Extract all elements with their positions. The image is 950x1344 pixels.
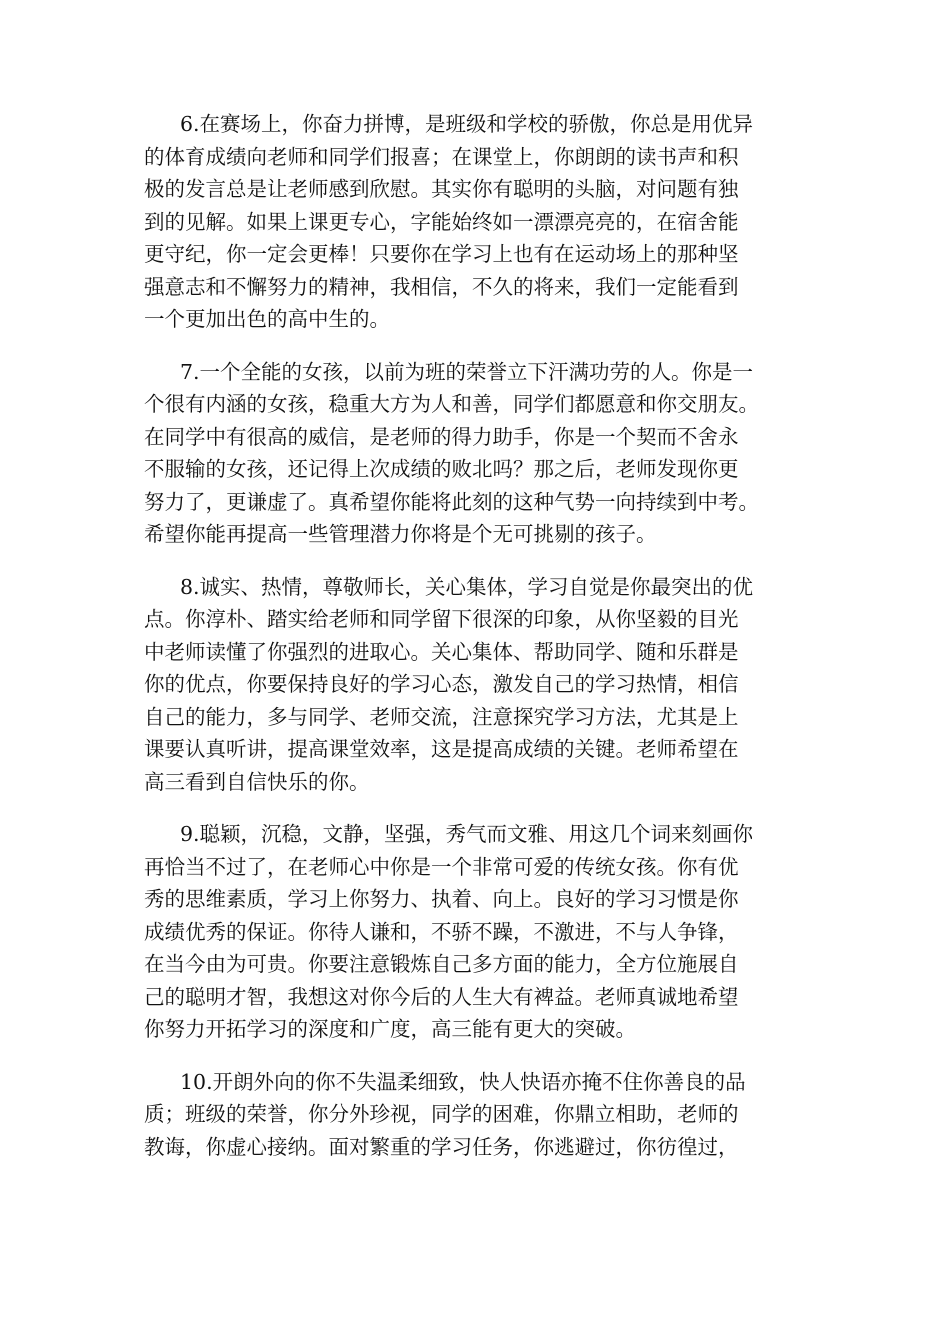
text-line: 一个更加出色的高中生的。 — [144, 307, 390, 331]
text-line: 的体育成绩向老师和同学们报喜；在课堂上，你朗朗的读书声和积 — [144, 144, 739, 169]
text-line: 更守纪，你一定会更棒！只要你在学习上也有在运动场上的那种坚 — [144, 242, 739, 266]
text-line: 课要认真听讲，提高课堂效率，这是提高成绩的关键。老师希望在 — [144, 737, 739, 761]
comment-paragraph-9 — [144, 818, 824, 1046]
comment-paragraph-10 — [144, 1066, 824, 1164]
comment-paragraph-6 — [144, 108, 824, 336]
text-line: 努力了，更谦虚了。真希望你能将此刻的这种气势一向持续到中考。 — [144, 489, 759, 514]
text-line: 在当今由为可贵。你要注意锻炼自己多方面的能力，全方位施展自 — [144, 952, 739, 976]
text-line: 7.一个全能的女孩，以前为班的荣誉立下汗满功劳的人。你是一 — [180, 359, 754, 384]
text-line: 在同学中有很高的威信，是老师的得力助手，你是一个契而不舍永 — [144, 424, 739, 449]
text-line: 你努力开拓学习的深度和广度，高三能有更大的突破。 — [144, 1017, 636, 1041]
text-line: 10.开朗外向的你不失温柔细致，快人快语亦掩不住你善良的品 — [180, 1069, 746, 1094]
text-line: 中老师读懂了你强烈的进取心。关心集体、帮助同学、随和乐群是 — [144, 639, 739, 664]
text-line: 再恰当不过了，在老师心中你是一个非常可爱的传统女孩。你有优 — [144, 854, 739, 879]
text-line: 个很有内涵的女孩，稳重大方为人和善，同学们都愿意和你交朋友。 — [144, 392, 759, 416]
text-line: 秀的思维素质，学习上你努力、执着、向上。良好的学习习惯是你 — [144, 887, 739, 911]
comment-paragraph-8 — [144, 571, 824, 799]
text-line: 9.聪颖，沉稳，文静，坚强，秀气而文雅、用这几个词来刻画你 — [180, 822, 754, 846]
text-line: 不服输的女孩，还记得上次成绩的败北吗？那之后，老师发现你更 — [144, 457, 739, 481]
text-line: 点。你淳朴、踏实给老师和同学留下很深的印象，从你坚毅的目光 — [144, 607, 739, 631]
text-line: 己的聪明才智，我想这对你今后的人生大有裨益。老师真诚地希望 — [144, 984, 739, 1009]
text-line: 8.诚实、热情，尊敬师长，关心集体，学习自觉是你最突出的优 — [180, 574, 754, 599]
text-line: 教诲，你虚心接纳。面对繁重的学习任务，你逃避过，你彷徨过， — [144, 1134, 739, 1159]
text-line: 极的发言总是让老师感到欣慰。其实你有聪明的头脑，对问题有独 — [144, 177, 739, 201]
text-line: 质；班级的荣誉，你分外珍视，同学的困难，你鼎立相助，老师的 — [144, 1102, 739, 1126]
text-line: 希望你能再提高一些管理潜力你将是个无可挑剔的孩子。 — [144, 522, 657, 546]
text-line: 高三看到自信快乐的你。 — [144, 769, 370, 794]
text-line: 自己的能力，多与同学、老师交流，注意探究学习方法，尤其是上 — [144, 704, 739, 729]
text-line: 成绩优秀的保证。你待人谦和，不骄不躁，不激进，不与人争锋， — [144, 919, 739, 944]
text-line: 强意志和不懈努力的精神，我相信，不久的将来，我们一定能看到 — [144, 274, 739, 299]
text-line: 你的优点，你要保持良好的学习心态，激发自己的学习热情，相信 — [144, 672, 739, 696]
text-line: 到的见解。如果上课更专心，字能始终如一漂漂亮亮的，在宿舍能 — [144, 209, 739, 234]
text-line: 6.在赛场上，你奋力拼博，是班级和学校的骄傲，你总是用优异 — [180, 112, 754, 136]
comment-paragraph-7 — [144, 356, 824, 551]
document-body — [144, 108, 824, 1183]
